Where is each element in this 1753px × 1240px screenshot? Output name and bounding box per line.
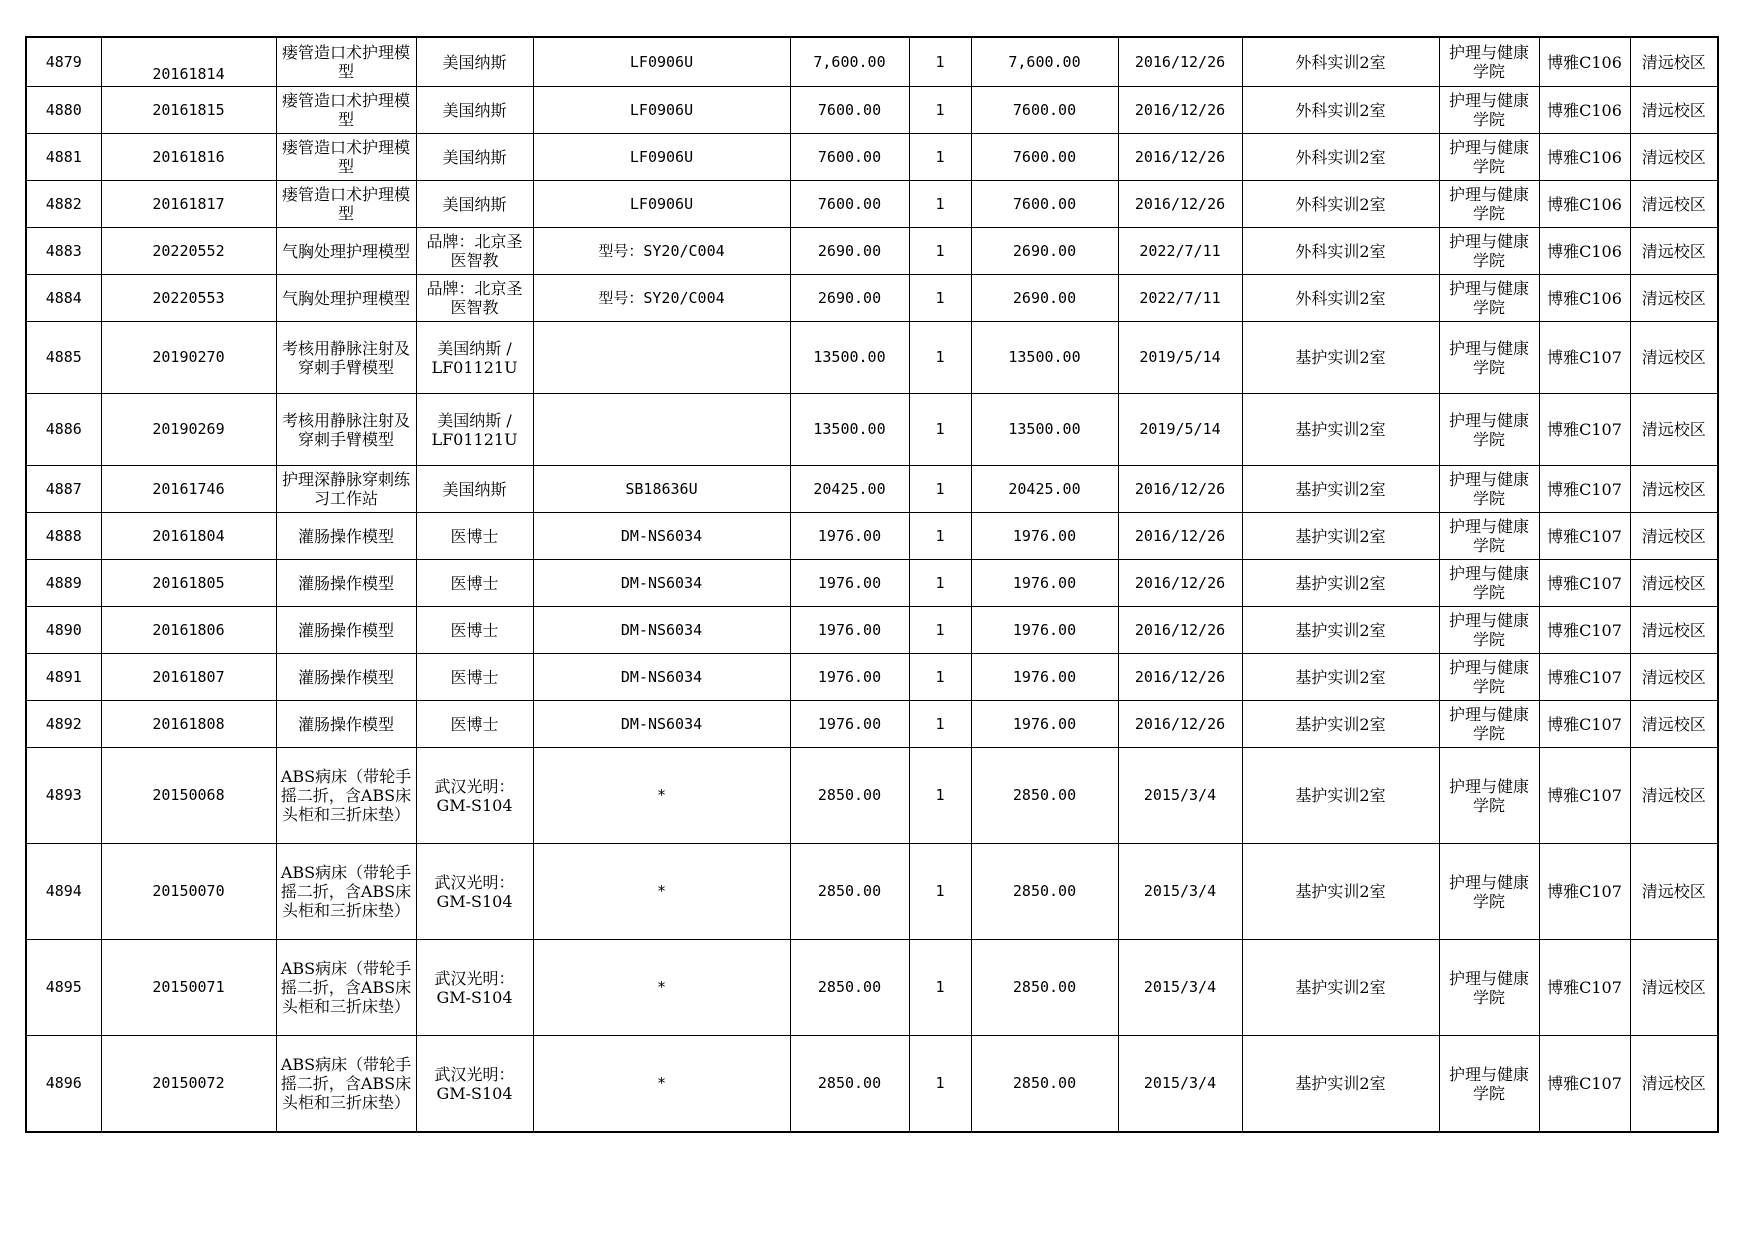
department-cell: 护理与健康学院 xyxy=(1439,394,1539,466)
department-cell: 护理与健康学院 xyxy=(1439,322,1539,394)
row-id-cell: 4889 xyxy=(26,560,101,607)
purchase-date-cell: 2022/7/11 xyxy=(1118,275,1242,322)
room-cell: 外科实训2室 xyxy=(1242,228,1439,275)
asset-code-cell: 20220553 xyxy=(101,275,276,322)
row-id-cell: 4891 xyxy=(26,654,101,701)
campus-cell: 清远校区 xyxy=(1630,748,1718,844)
asset-code-cell: 20150072 xyxy=(101,1036,276,1133)
unit-price-cell: 7600.00 xyxy=(790,181,909,228)
campus-cell: 清远校区 xyxy=(1630,513,1718,560)
table-row xyxy=(26,560,1718,607)
model-cell: DM-NS6034 xyxy=(533,607,790,654)
row-id-cell: 4892 xyxy=(26,701,101,748)
item-name-cell: 灌肠操作模型 xyxy=(276,560,416,607)
table-row xyxy=(26,701,1718,748)
department-cell: 护理与健康学院 xyxy=(1439,466,1539,513)
campus-cell: 清远校区 xyxy=(1630,275,1718,322)
table-row xyxy=(26,87,1718,134)
quantity-cell: 1 xyxy=(909,181,971,228)
row-id-cell: 4882 xyxy=(26,181,101,228)
room-cell: 基护实训2室 xyxy=(1242,322,1439,394)
model-cell: SB18636U xyxy=(533,466,790,513)
item-name-cell: 瘘管造口术护理模型 xyxy=(276,37,416,87)
room-cell: 基护实训2室 xyxy=(1242,394,1439,466)
purchase-date-cell: 2015/3/4 xyxy=(1118,940,1242,1036)
purchase-date-cell: 2019/5/14 xyxy=(1118,394,1242,466)
asset-code-cell: 20161817 xyxy=(101,181,276,228)
item-name-cell: ABS病床（带轮手摇二折，含ABS床头柜和三折床垫） xyxy=(276,748,416,844)
brand-cell: 美国纳斯 xyxy=(416,37,533,87)
brand-cell: 美国纳斯 / LF01121U xyxy=(416,322,533,394)
model-cell: LF0906U xyxy=(533,181,790,228)
item-name-cell: 灌肠操作模型 xyxy=(276,607,416,654)
campus-cell: 清远校区 xyxy=(1630,228,1718,275)
building-room-cell: 博雅C106 xyxy=(1539,228,1630,275)
department-cell: 护理与健康学院 xyxy=(1439,654,1539,701)
purchase-date-cell: 2016/12/26 xyxy=(1118,607,1242,654)
brand-cell: 美国纳斯 / LF01121U xyxy=(416,394,533,466)
row-id-cell: 4887 xyxy=(26,466,101,513)
campus-cell: 清远校区 xyxy=(1630,181,1718,228)
item-name-cell: ABS病床（带轮手摇二折，含ABS床头柜和三折床垫） xyxy=(276,1036,416,1133)
brand-cell: 医博士 xyxy=(416,654,533,701)
quantity-cell: 1 xyxy=(909,37,971,87)
row-id-cell: 4880 xyxy=(26,87,101,134)
building-room-cell: 博雅C107 xyxy=(1539,466,1630,513)
room-cell: 基护实训2室 xyxy=(1242,844,1439,940)
campus-cell: 清远校区 xyxy=(1630,654,1718,701)
room-cell: 基护实训2室 xyxy=(1242,466,1439,513)
room-cell: 基护实训2室 xyxy=(1242,513,1439,560)
purchase-date-cell: 2019/5/14 xyxy=(1118,322,1242,394)
room-cell: 基护实训2室 xyxy=(1242,654,1439,701)
row-id-cell: 4894 xyxy=(26,844,101,940)
item-name-cell: 瘘管造口术护理模型 xyxy=(276,181,416,228)
unit-price-cell: 2850.00 xyxy=(790,940,909,1036)
model-cell: LF0906U xyxy=(533,87,790,134)
row-id-cell: 4885 xyxy=(26,322,101,394)
department-cell: 护理与健康学院 xyxy=(1439,228,1539,275)
row-id-cell: 4890 xyxy=(26,607,101,654)
table-row xyxy=(26,181,1718,228)
table-row xyxy=(26,654,1718,701)
brand-cell: 医博士 xyxy=(416,607,533,654)
table-row xyxy=(26,37,1718,87)
model-cell: DM-NS6034 xyxy=(533,560,790,607)
purchase-date-cell: 2016/12/26 xyxy=(1118,134,1242,181)
brand-cell: 武汉光明：GM-S104 xyxy=(416,1036,533,1133)
building-room-cell: 博雅C107 xyxy=(1539,654,1630,701)
room-cell: 外科实训2室 xyxy=(1242,181,1439,228)
campus-cell: 清远校区 xyxy=(1630,607,1718,654)
item-name-cell: 气胸处理护理模型 xyxy=(276,228,416,275)
purchase-date-cell: 2015/3/4 xyxy=(1118,1036,1242,1133)
item-name-cell: 瘘管造口术护理模型 xyxy=(276,87,416,134)
room-cell: 外科实训2室 xyxy=(1242,134,1439,181)
item-name-cell: 护理深静脉穿刺练习工作站 xyxy=(276,466,416,513)
equipment-table xyxy=(25,36,1719,1133)
unit-price-cell: 20425.00 xyxy=(790,466,909,513)
table-row xyxy=(26,466,1718,513)
table-body xyxy=(26,37,1718,1132)
department-cell: 护理与健康学院 xyxy=(1439,844,1539,940)
quantity-cell: 1 xyxy=(909,228,971,275)
total-amount-cell: 7,600.00 xyxy=(971,37,1118,87)
row-id-cell: 4893 xyxy=(26,748,101,844)
room-cell: 基护实训2室 xyxy=(1242,748,1439,844)
total-amount-cell: 7600.00 xyxy=(971,181,1118,228)
total-amount-cell: 7600.00 xyxy=(971,134,1118,181)
row-id-cell: 4886 xyxy=(26,394,101,466)
brand-cell: 品牌：北京圣医智教 xyxy=(416,228,533,275)
total-amount-cell: 13500.00 xyxy=(971,394,1118,466)
item-name-cell: ABS病床（带轮手摇二折，含ABS床头柜和三折床垫） xyxy=(276,940,416,1036)
item-name-cell: 瘘管造口术护理模型 xyxy=(276,134,416,181)
department-cell: 护理与健康学院 xyxy=(1439,275,1539,322)
department-cell: 护理与健康学院 xyxy=(1439,607,1539,654)
total-amount-cell: 2850.00 xyxy=(971,844,1118,940)
total-amount-cell: 1976.00 xyxy=(971,513,1118,560)
model-cell: DM-NS6034 xyxy=(533,513,790,560)
table-row xyxy=(26,844,1718,940)
quantity-cell: 1 xyxy=(909,134,971,181)
quantity-cell: 1 xyxy=(909,748,971,844)
building-room-cell: 博雅C106 xyxy=(1539,87,1630,134)
table-row xyxy=(26,322,1718,394)
purchase-date-cell: 2016/12/26 xyxy=(1118,181,1242,228)
table-row xyxy=(26,940,1718,1036)
quantity-cell: 1 xyxy=(909,275,971,322)
brand-cell: 医博士 xyxy=(416,701,533,748)
model-cell: * xyxy=(533,1036,790,1133)
campus-cell: 清远校区 xyxy=(1630,37,1718,87)
total-amount-cell: 2690.00 xyxy=(971,275,1118,322)
quantity-cell: 1 xyxy=(909,560,971,607)
brand-cell: 武汉光明：GM-S104 xyxy=(416,940,533,1036)
unit-price-cell: 7,600.00 xyxy=(790,37,909,87)
quantity-cell: 1 xyxy=(909,394,971,466)
asset-code-cell: 20161806 xyxy=(101,607,276,654)
model-cell: * xyxy=(533,748,790,844)
building-room-cell: 博雅C107 xyxy=(1539,560,1630,607)
room-cell: 外科实训2室 xyxy=(1242,37,1439,87)
purchase-date-cell: 2016/12/26 xyxy=(1118,87,1242,134)
purchase-date-cell: 2015/3/4 xyxy=(1118,844,1242,940)
campus-cell: 清远校区 xyxy=(1630,1036,1718,1133)
unit-price-cell: 13500.00 xyxy=(790,394,909,466)
unit-price-cell: 2850.00 xyxy=(790,748,909,844)
total-amount-cell: 1976.00 xyxy=(971,701,1118,748)
purchase-date-cell: 2015/3/4 xyxy=(1118,748,1242,844)
total-amount-cell: 1976.00 xyxy=(971,607,1118,654)
table-row xyxy=(26,275,1718,322)
asset-code-cell: 20161804 xyxy=(101,513,276,560)
campus-cell: 清远校区 xyxy=(1630,87,1718,134)
model-cell: LF0906U xyxy=(533,37,790,87)
building-room-cell: 博雅C107 xyxy=(1539,701,1630,748)
model-cell: DM-NS6034 xyxy=(533,654,790,701)
row-id-cell: 4883 xyxy=(26,228,101,275)
row-id-cell: 4884 xyxy=(26,275,101,322)
purchase-date-cell: 2016/12/26 xyxy=(1118,466,1242,513)
campus-cell: 清远校区 xyxy=(1630,560,1718,607)
brand-cell: 医博士 xyxy=(416,513,533,560)
total-amount-cell: 7600.00 xyxy=(971,87,1118,134)
building-room-cell: 博雅C107 xyxy=(1539,748,1630,844)
building-room-cell: 博雅C106 xyxy=(1539,275,1630,322)
building-room-cell: 博雅C107 xyxy=(1539,940,1630,1036)
model-cell: 型号：SY20/C004 xyxy=(533,228,790,275)
total-amount-cell: 2690.00 xyxy=(971,228,1118,275)
unit-price-cell: 1976.00 xyxy=(790,560,909,607)
item-name-cell: 灌肠操作模型 xyxy=(276,654,416,701)
asset-code-cell: 20161814 xyxy=(101,37,276,87)
asset-code-cell: 20220552 xyxy=(101,228,276,275)
total-amount-cell: 1976.00 xyxy=(971,560,1118,607)
campus-cell: 清远校区 xyxy=(1630,466,1718,513)
quantity-cell: 1 xyxy=(909,87,971,134)
table-row xyxy=(26,228,1718,275)
total-amount-cell: 1976.00 xyxy=(971,654,1118,701)
asset-code-cell: 20161815 xyxy=(101,87,276,134)
asset-code-cell: 20161807 xyxy=(101,654,276,701)
unit-price-cell: 2850.00 xyxy=(790,1036,909,1133)
total-amount-cell: 20425.00 xyxy=(971,466,1118,513)
quantity-cell: 1 xyxy=(909,513,971,560)
room-cell: 基护实训2室 xyxy=(1242,940,1439,1036)
department-cell: 护理与健康学院 xyxy=(1439,940,1539,1036)
room-cell: 外科实训2室 xyxy=(1242,87,1439,134)
asset-code-cell: 20150071 xyxy=(101,940,276,1036)
unit-price-cell: 1976.00 xyxy=(790,654,909,701)
quantity-cell: 1 xyxy=(909,940,971,1036)
room-cell: 基护实训2室 xyxy=(1242,1036,1439,1133)
asset-code-cell: 20161808 xyxy=(101,701,276,748)
table-row xyxy=(26,513,1718,560)
total-amount-cell: 2850.00 xyxy=(971,748,1118,844)
quantity-cell: 1 xyxy=(909,1036,971,1133)
department-cell: 护理与健康学院 xyxy=(1439,701,1539,748)
unit-price-cell: 7600.00 xyxy=(790,134,909,181)
room-cell: 基护实训2室 xyxy=(1242,607,1439,654)
quantity-cell: 1 xyxy=(909,654,971,701)
unit-price-cell: 2690.00 xyxy=(790,228,909,275)
brand-cell: 美国纳斯 xyxy=(416,181,533,228)
department-cell: 护理与健康学院 xyxy=(1439,748,1539,844)
row-id-cell: 4881 xyxy=(26,134,101,181)
asset-code-cell: 20190270 xyxy=(101,322,276,394)
building-room-cell: 博雅C107 xyxy=(1539,513,1630,560)
building-room-cell: 博雅C107 xyxy=(1539,1036,1630,1133)
total-amount-cell: 2850.00 xyxy=(971,1036,1118,1133)
total-amount-cell: 13500.00 xyxy=(971,322,1118,394)
brand-cell: 武汉光明：GM-S104 xyxy=(416,844,533,940)
campus-cell: 清远校区 xyxy=(1630,701,1718,748)
row-id-cell: 4896 xyxy=(26,1036,101,1133)
campus-cell: 清远校区 xyxy=(1630,844,1718,940)
purchase-date-cell: 2022/7/11 xyxy=(1118,228,1242,275)
unit-price-cell: 13500.00 xyxy=(790,322,909,394)
quantity-cell: 1 xyxy=(909,607,971,654)
item-name-cell: ABS病床（带轮手摇二折，含ABS床头柜和三折床垫） xyxy=(276,844,416,940)
table-row xyxy=(26,1036,1718,1133)
item-name-cell: 灌肠操作模型 xyxy=(276,513,416,560)
brand-cell: 武汉光明：GM-S104 xyxy=(416,748,533,844)
unit-price-cell: 2690.00 xyxy=(790,275,909,322)
quantity-cell: 1 xyxy=(909,701,971,748)
model-cell: * xyxy=(533,940,790,1036)
item-name-cell: 考核用静脉注射及穿刺手臂模型 xyxy=(276,394,416,466)
quantity-cell: 1 xyxy=(909,466,971,513)
model-cell xyxy=(533,322,790,394)
item-name-cell: 考核用静脉注射及穿刺手臂模型 xyxy=(276,322,416,394)
table-row xyxy=(26,394,1718,466)
campus-cell: 清远校区 xyxy=(1630,940,1718,1036)
total-amount-cell: 2850.00 xyxy=(971,940,1118,1036)
unit-price-cell: 1976.00 xyxy=(790,607,909,654)
department-cell: 护理与健康学院 xyxy=(1439,37,1539,87)
brand-cell: 美国纳斯 xyxy=(416,87,533,134)
building-room-cell: 博雅C106 xyxy=(1539,37,1630,87)
room-cell: 外科实训2室 xyxy=(1242,275,1439,322)
building-room-cell: 博雅C107 xyxy=(1539,394,1630,466)
campus-cell: 清远校区 xyxy=(1630,322,1718,394)
brand-cell: 医博士 xyxy=(416,560,533,607)
brand-cell: 美国纳斯 xyxy=(416,134,533,181)
model-cell: LF0906U xyxy=(533,134,790,181)
quantity-cell: 1 xyxy=(909,322,971,394)
campus-cell: 清远校区 xyxy=(1630,134,1718,181)
room-cell: 基护实训2室 xyxy=(1242,701,1439,748)
row-id-cell: 4879 xyxy=(26,37,101,87)
item-name-cell: 灌肠操作模型 xyxy=(276,701,416,748)
campus-cell: 清远校区 xyxy=(1630,394,1718,466)
brand-cell: 品牌：北京圣医智教 xyxy=(416,275,533,322)
item-name-cell: 气胸处理护理模型 xyxy=(276,275,416,322)
purchase-date-cell: 2016/12/26 xyxy=(1118,560,1242,607)
purchase-date-cell: 2016/12/26 xyxy=(1118,513,1242,560)
row-id-cell: 4895 xyxy=(26,940,101,1036)
table-row xyxy=(26,134,1718,181)
department-cell: 护理与健康学院 xyxy=(1439,560,1539,607)
asset-code-cell: 20150068 xyxy=(101,748,276,844)
unit-price-cell: 7600.00 xyxy=(790,87,909,134)
unit-price-cell: 1976.00 xyxy=(790,513,909,560)
building-room-cell: 博雅C107 xyxy=(1539,607,1630,654)
department-cell: 护理与健康学院 xyxy=(1439,134,1539,181)
building-room-cell: 博雅C107 xyxy=(1539,844,1630,940)
building-room-cell: 博雅C107 xyxy=(1539,322,1630,394)
asset-code-cell: 20150070 xyxy=(101,844,276,940)
model-cell: * xyxy=(533,844,790,940)
department-cell: 护理与健康学院 xyxy=(1439,87,1539,134)
room-cell: 基护实训2室 xyxy=(1242,560,1439,607)
building-room-cell: 博雅C106 xyxy=(1539,181,1630,228)
asset-code-cell: 20161746 xyxy=(101,466,276,513)
table-row xyxy=(26,607,1718,654)
row-id-cell: 4888 xyxy=(26,513,101,560)
department-cell: 护理与健康学院 xyxy=(1439,181,1539,228)
model-cell: DM-NS6034 xyxy=(533,701,790,748)
purchase-date-cell: 2016/12/26 xyxy=(1118,654,1242,701)
asset-code-cell: 20161816 xyxy=(101,134,276,181)
asset-code-cell: 20161805 xyxy=(101,560,276,607)
unit-price-cell: 1976.00 xyxy=(790,701,909,748)
unit-price-cell: 2850.00 xyxy=(790,844,909,940)
model-cell: 型号：SY20/C004 xyxy=(533,275,790,322)
asset-code-cell: 20190269 xyxy=(101,394,276,466)
quantity-cell: 1 xyxy=(909,844,971,940)
purchase-date-cell: 2016/12/26 xyxy=(1118,701,1242,748)
department-cell: 护理与健康学院 xyxy=(1439,513,1539,560)
model-cell xyxy=(533,394,790,466)
building-room-cell: 博雅C106 xyxy=(1539,134,1630,181)
department-cell: 护理与健康学院 xyxy=(1439,1036,1539,1133)
purchase-date-cell: 2016/12/26 xyxy=(1118,37,1242,87)
table-row xyxy=(26,748,1718,844)
brand-cell: 美国纳斯 xyxy=(416,466,533,513)
